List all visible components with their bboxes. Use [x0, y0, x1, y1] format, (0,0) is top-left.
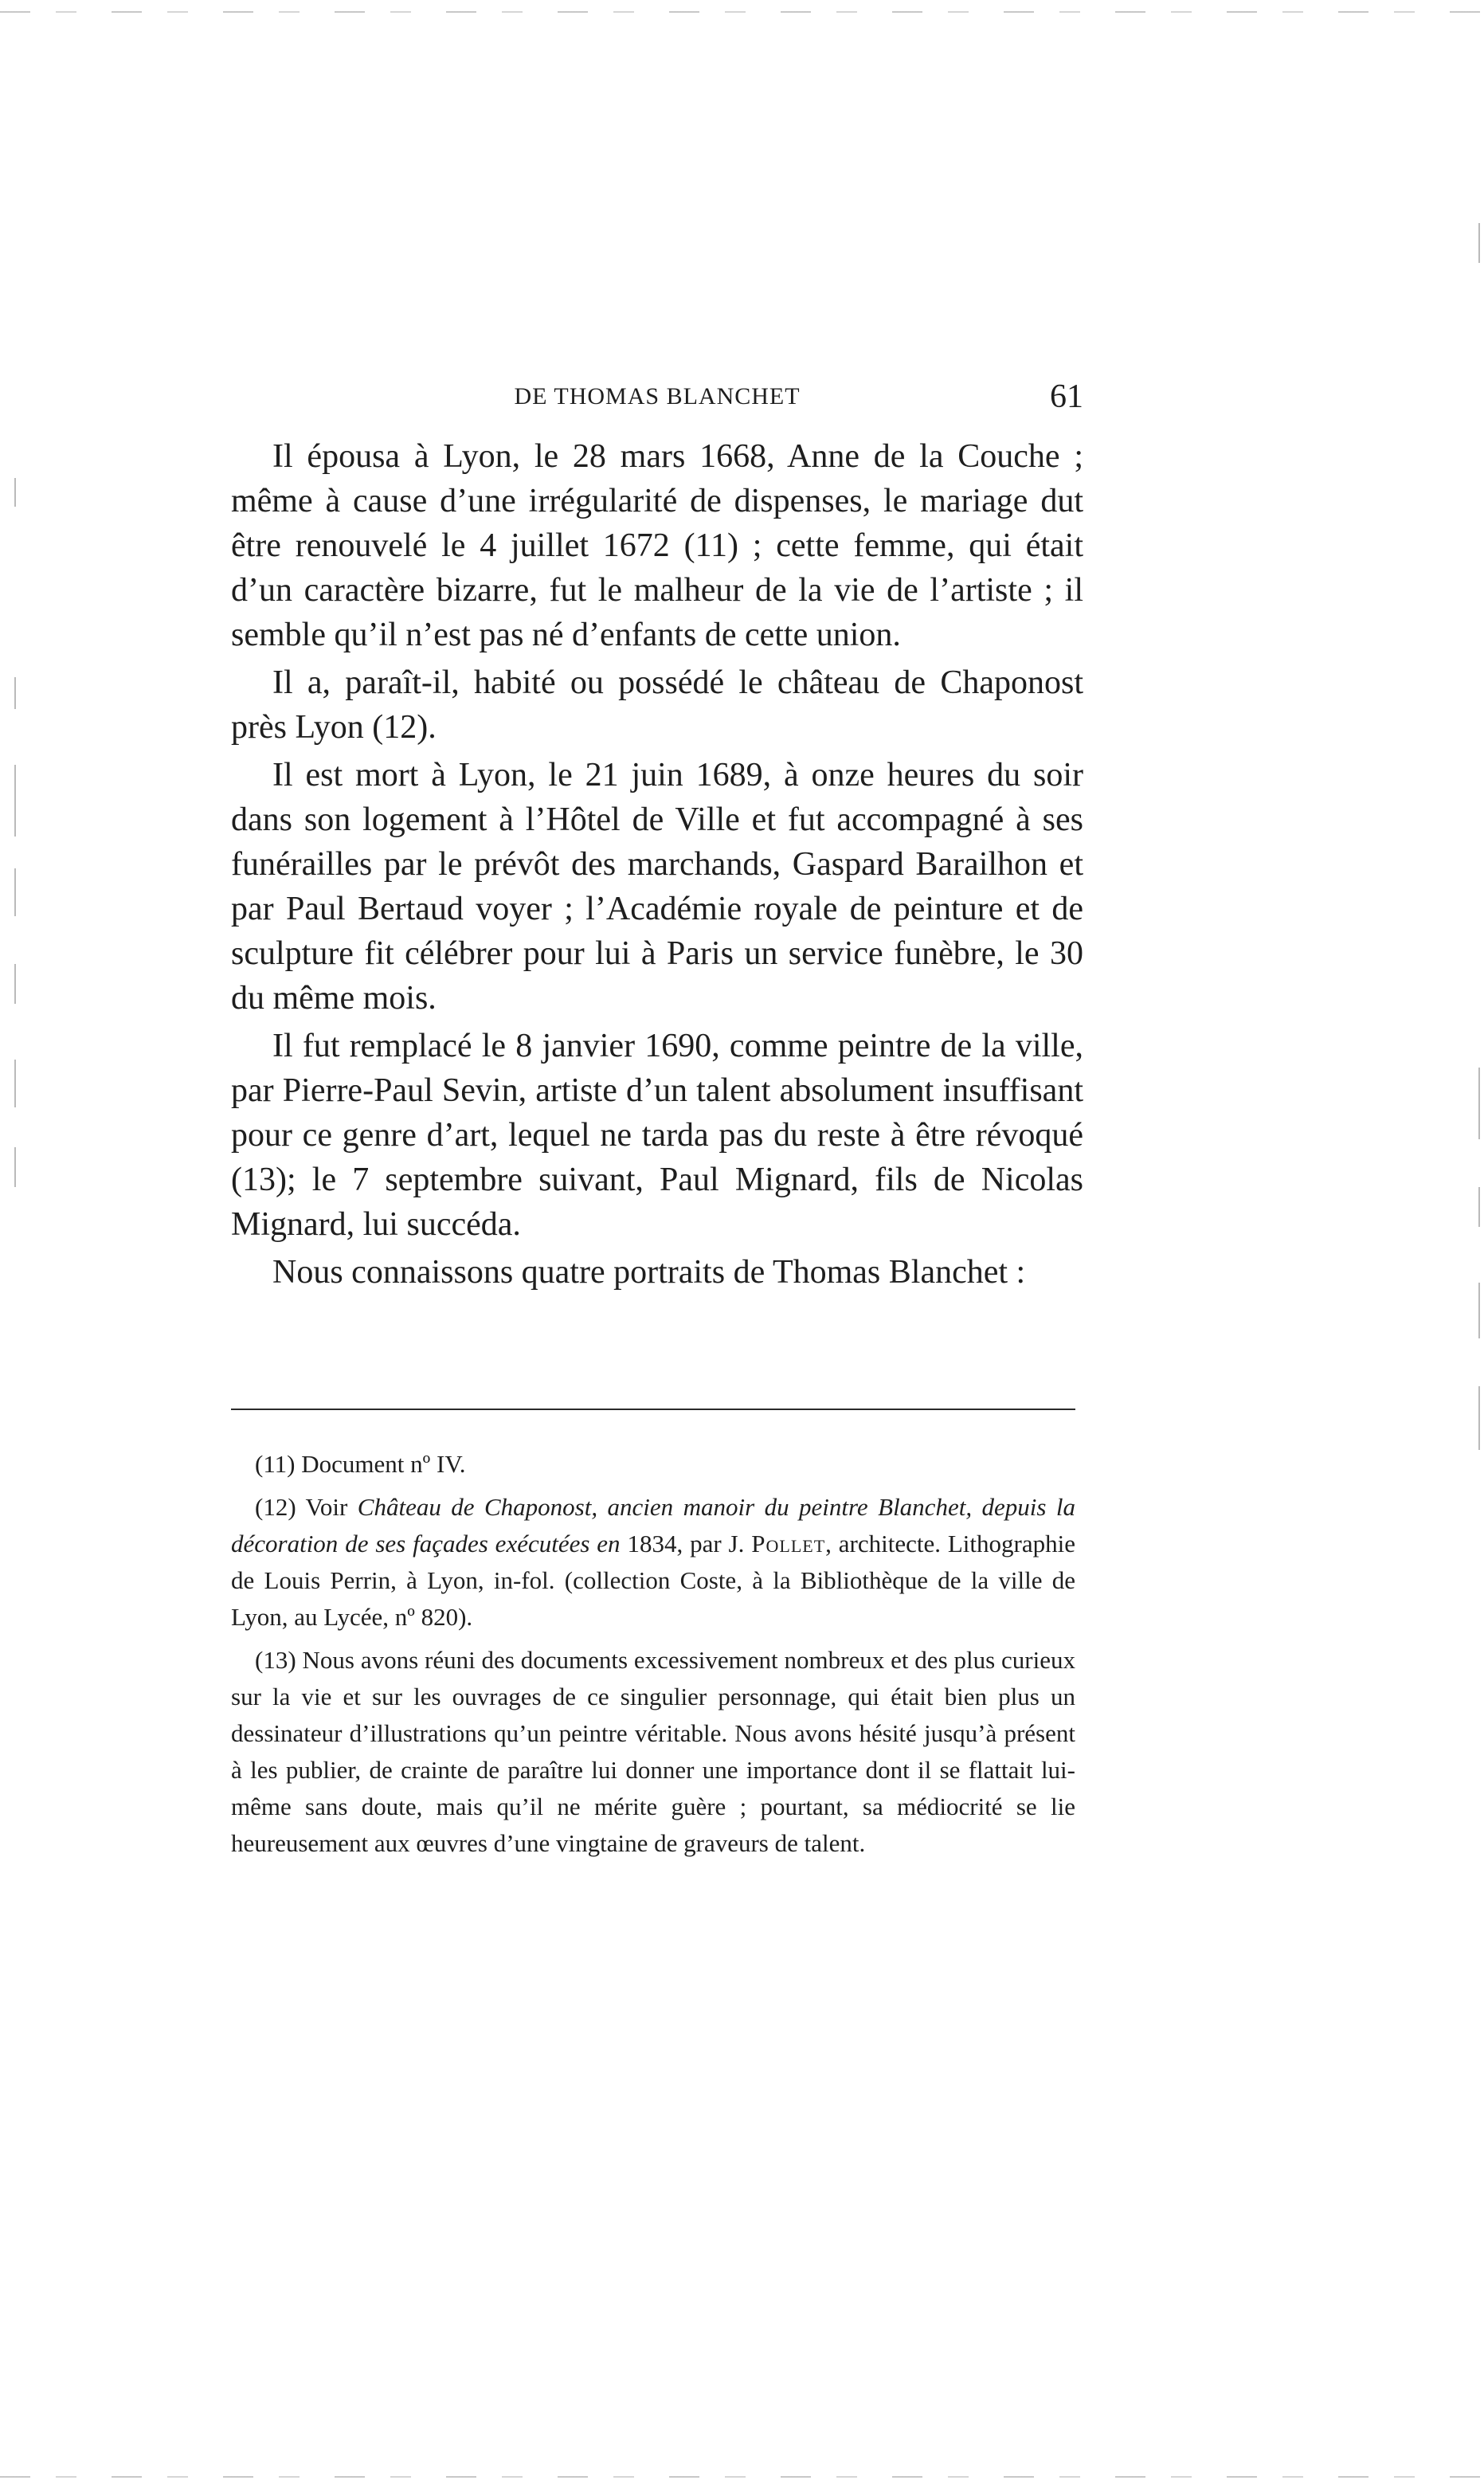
page-header — [231, 373, 1083, 421]
margin-mark-left — [14, 1147, 16, 1187]
footnote-12 — [231, 1489, 1075, 1636]
body-text — [231, 434, 1083, 1298]
margin-mark-left — [14, 964, 16, 1004]
footnote-12-author: Pollet — [751, 1530, 826, 1558]
scan-edge-bottom — [0, 2476, 1484, 2478]
footnote-12-title: Château de Chaponost, ancien manoir du peintre Blanchet, depuis la décoration de ses façades exécutées en — [231, 1493, 1075, 1558]
margin-mark-right — [1478, 1187, 1480, 1227]
footnote-11: (11) Document nº IV. — [255, 1450, 466, 1478]
margin-mark-left — [14, 1060, 16, 1107]
margin-mark-right — [1478, 1068, 1480, 1139]
margin-mark-left — [14, 677, 16, 709]
footnote-12-rest: , architecte. Lithographie de Louis Perrin, à Lyon, in-fol. (collection Coste, à la Bibliothèque de la ville de Lyon, au Lycée, nº 820). — [231, 1530, 1075, 1631]
paragraph: Il est mort à Lyon, le 21 juin 1689, à onze heures du soir dans son logement à l’Hôtel de Ville et fut accompagné à ses funérailles par le prévôt des marchands, Gaspard Barailhon et par Paul Bertaud voyer ; l’Académie royale de peinture et de sculpture fit célébrer pour lui à Paris un service funèbre, le 30 du même mois. — [231, 757, 1083, 1017]
margin-mark-right — [1478, 1386, 1480, 1450]
footnote-13: (13) Nous avons réuni des documents excessivement nombreux et des plus curieux sur la vie et sur les ouvrages de ce singulier personnage, qui était bien plus un dessinateur d’illustrations qu’un peintre véritable. Nous avons hésité jusqu’à présent à les publier, de crainte de paraître lui donner une importance dont il se flattait lui-même sans doute, mais qu’il ne mérite guère ; pourtant, sa médiocrité se lie heureusement aux œuvres d’une vingtaine de graveurs de talent. — [231, 1646, 1075, 1857]
footnote-12-date: 1834, par J. — [620, 1530, 752, 1558]
margin-mark-right — [1478, 1283, 1480, 1338]
paragraph: Nous connaissons quatre portraits de Thomas Blanchet : — [272, 1254, 1026, 1291]
scan-edge-top — [0, 11, 1484, 13]
margin-mark-left — [14, 868, 16, 916]
footnotes — [231, 1446, 1075, 1868]
footnote-12-lead: (12) Voir — [255, 1493, 358, 1521]
paragraph: Il épousa à Lyon, le 28 mars 1668, Anne de la Couche ; même à cause d’une irrégularité de dispenses, le mariage dut être renouvelé le 4 juillet 1672 (11) ; cette femme, qui était d’un caractère bizarre, fut le malheur de la vie de l’artiste ; il semble qu’il n’est pas né d’enfants de cette union. — [231, 438, 1083, 653]
running-title: DE THOMAS BLANCHET — [514, 383, 801, 409]
footnote-separator — [231, 1409, 1075, 1410]
margin-mark-left — [14, 765, 16, 837]
page-number: 61 — [1050, 378, 1083, 415]
margin-mark-right — [1478, 223, 1480, 263]
paragraph: Il fut remplacé le 8 janvier 1690, comme peintre de la ville, par Pierre-Paul Sevin, artiste d’un talent absolument insuffisant pour ce genre d’art, lequel ne tarda pas du reste à être révoqué (13); le 7 septembre suivant, Paul Mignard, fils de Nicolas Mignard, lui succéda. — [231, 1028, 1083, 1243]
paragraph: Il a, paraît-il, habité ou possédé le château de Chaponost près Lyon (12). — [231, 664, 1083, 746]
margin-mark-left — [14, 478, 16, 507]
